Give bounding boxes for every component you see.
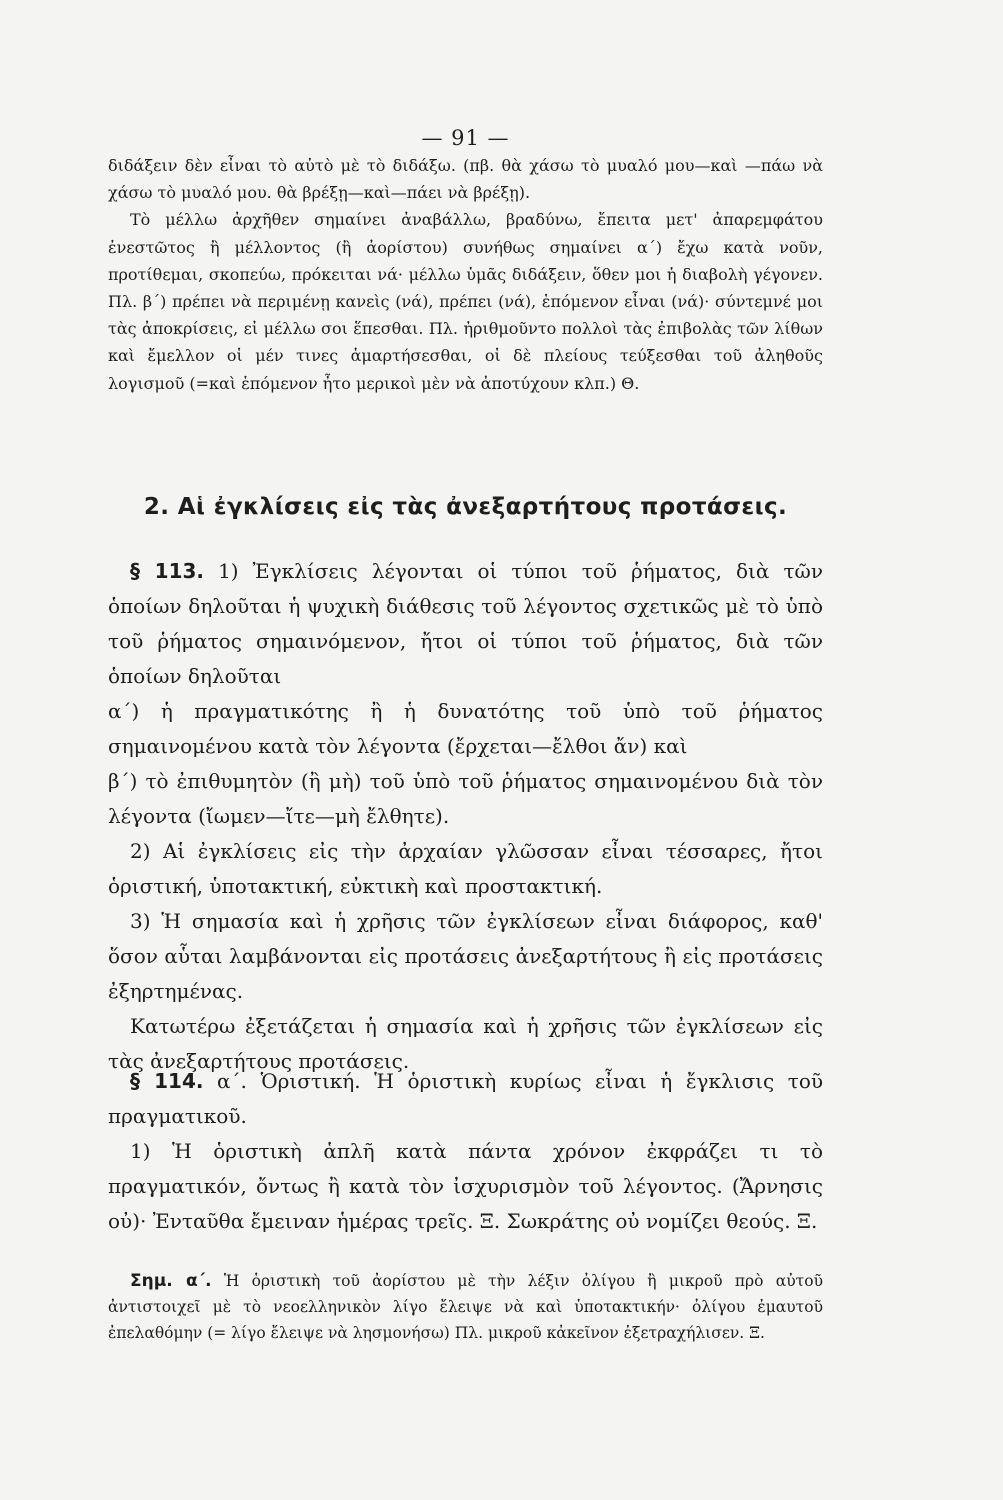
mello-paragraph: Τὸ μέλλω ἀρχῆθεν σημαίνει ἀναβάλλω, βραδύνω, ἔπειτα μετ' ἀπαρεμφάτου ἐνεστῶτος ἢ μέλλοντος (ἢ ἀορίστου) συνήθως σημαίνει α΄) ἔχω κατὰ νοῦν, προτίθεμαι, σκοπεύω, πρόκειται νά· μέλλω ὑμᾶς διδάξειν, ὅθεν μοι ἡ διαβολὴ γέγονεν. Πλ. β΄) πρέπει νὰ περιμένῃ κανεὶς (νά), πρέπει (νά), ἑπόμενον εἶναι (νά)· σύντεμνέ μοι τὰς ἀποκρίσεις, εἰ μέλλω σοι ἕπεσθαι. Πλ. ἠριθμοῦντο πολλοὶ τὰς ἐπιβολὰς τῶν λίθων καὶ ἔμελλον οἱ μέν τινες ἁμαρτήσεσθαι, οἱ δὲ πλείους τεύξεσθαι τοῦ ἀληθοῦς λογισμοῦ (=καὶ ἑπόμενον ἦτο μερικοὶ μὲν νὰ ἀποτύχουν κλπ.) Θ. <box>108 210 823 393</box>
continuation-paragraph <box>108 152 823 397</box>
section-114-text-1: α΄. Ὁριστική. Ἡ ὁριστικὴ κυρίως εἶναι ἡ ἔγκλισις τοῦ πραγματικοῦ. <box>108 1069 824 1128</box>
note-label: Σημ. α΄. <box>130 1271 212 1291</box>
section-113 <box>108 554 823 1079</box>
section-113-p2: 2) Αἱ ἐγκλίσεις εἰς τὴν ἀρχαίαν γλῶσσαν εἶναι τέσσαρες, ἤτοι ὁριστική, ὑποτακτική, εὐκτικὴ καὶ προστακτική. <box>108 839 823 898</box>
section-114-p2: 1) Ἡ ὁριστικὴ ἁπλῆ κατὰ πάντα χρόνον ἐκφράζει τι τὸ πραγματικόν, ὄντως ἢ κατὰ τὸν ἰσχυρισμὸν τοῦ λέγοντος. (Ἄρνησις οὐ)· Ἐνταῦθα ἔμειναν ἡμέρας τρεῖς. Ξ. Σωκράτης οὐ νομίζει θεούς. Ξ. <box>108 1139 823 1233</box>
section-114 <box>108 1064 823 1239</box>
page-number: — 91 — <box>421 126 510 150</box>
continuation-text: διδάξειν δὲν εἶναι τὸ αὐτὸ μὲ τὸ διδάξω. (πβ. θὰ χάσω τὸ μυαλό μου—καὶ —πάω νὰ χάσω τὸ μυαλό μου. θὰ βρέξῃ—καὶ—πάει νὰ βρέξῃ). <box>108 156 823 203</box>
section-114-p1 <box>108 1064 823 1134</box>
section-113-p4: Κατωτέρω ἐξετάζεται ἡ σημασία καὶ ἡ χρῆσις τῶν ἐγκλίσεων εἰς τὰς ἀνεξαρτήτους προτάσεις. <box>108 1014 823 1073</box>
section-113-item-b: β΄) τὸ ἐπιθυμητὸν (ἢ μὴ) τοῦ ὑπὸ τοῦ ῥήματος σημαινομένου διὰ τὸν λέγοντα (ἴωμεν—ἴτε—μὴ ἔλθητε). <box>108 769 823 828</box>
note-paragraph <box>108 1268 823 1346</box>
section-113-item-a: α΄) ἡ πραγματικότης ἢ ἡ δυνατότης τοῦ ὑπὸ τοῦ ῥήματος σημαινομένου κατὰ τὸν λέγοντα (ἔρχεται—ἔλθοι ἄν) καὶ <box>108 699 823 758</box>
section-113-text-1: 1) Ἐγκλίσεις λέγονται οἱ τύποι τοῦ ῥήματος, διὰ τῶν ὁποίων δηλοῦται ἡ ψυχικὴ διάθεσις τοῦ λέγοντος σχετικῶς μὲ τὸ ὑπὸ τοῦ ῥήματος σημαινόμενον, ἤτοι οἱ τύποι τοῦ ῥήματος, διὰ τῶν ὁποίων δηλοῦται <box>108 559 823 688</box>
footnote <box>108 1268 823 1346</box>
section-heading: 2. Αἱ ἐγκλίσεις εἰς τὰς ἀνεξαρτήτους προτάσεις. <box>143 494 788 520</box>
section-114-number: § 114. <box>130 1069 204 1093</box>
note-text: Ἡ ὁριστικὴ τοῦ ἀορίστου μὲ τὴν λέξιν ὀλίγου ἢ μικροῦ πρὸ αὐτοῦ ἀντιστοιχεῖ μὲ τὸ νεοελληνικὸν λίγο ἔλειψε νὰ καὶ ὑποτακτικήν· ὀλίγου ἐμαυτοῦ ἐπελαθόμην (= λίγο ἔλειψε νὰ λησμονήσω) Πλ. μικροῦ κἀκεῖνον ἐξετραχήλισεν. Ξ. <box>108 1272 823 1342</box>
section-113-number: § 113. <box>130 559 205 583</box>
section-113-p1 <box>108 554 823 694</box>
section-113-p3: 3) Ἡ σημασία καὶ ἡ χρῆσις τῶν ἐγκλίσεων εἶναι διάφορος, καθ' ὅσον αὗται λαμβάνονται εἰς προτάσεις ἀνεξαρτήτους ἢ εἰς προτάσεις ἐξηρτημένας. <box>108 909 823 1003</box>
